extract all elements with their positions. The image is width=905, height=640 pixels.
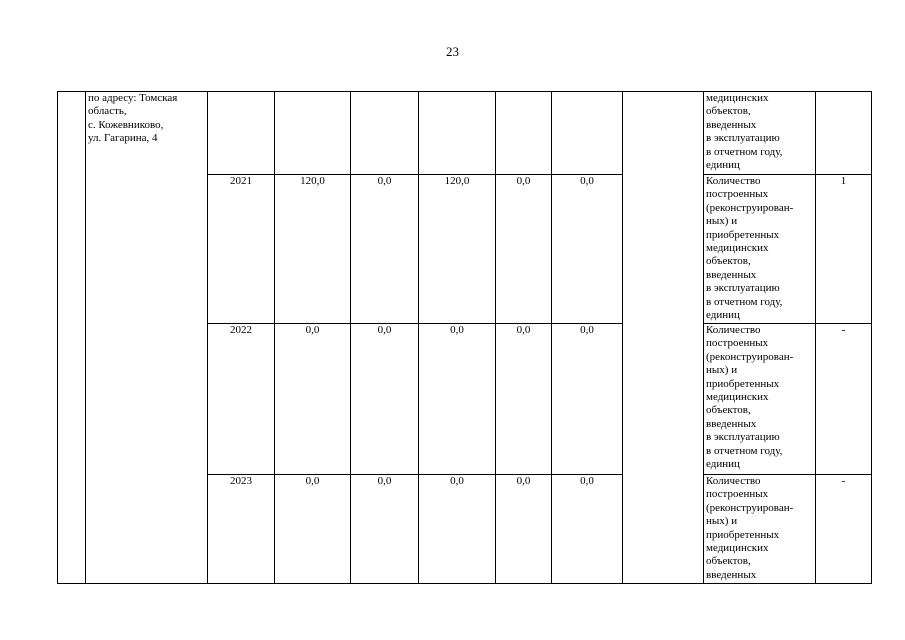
local-cell: 0,0 — [496, 324, 552, 475]
indicator-line: в отчетном году, — [706, 295, 783, 308]
indicator-line: ных) и — [706, 364, 738, 377]
indicator-line: медицинских — [706, 242, 769, 255]
indicator-line: Количество — [706, 324, 761, 336]
indicator-line: (реконструирован- — [706, 501, 794, 514]
local-cell — [496, 92, 552, 175]
regional-cell: 120,0 — [419, 175, 496, 324]
other-cell — [552, 92, 623, 175]
local-cell: 0,0 — [496, 475, 552, 584]
indicator-line: приобретенных — [706, 377, 780, 390]
federal-cell — [351, 92, 419, 175]
number-cell — [58, 92, 86, 584]
indicator-line: в отчетном году, — [706, 444, 783, 457]
indicator-value-cell — [816, 92, 872, 175]
regional-cell: 0,0 — [419, 324, 496, 475]
indicator-line: введенных — [706, 118, 757, 131]
indicator-cell — [704, 324, 816, 475]
indicator-line: Количество — [706, 175, 761, 187]
blank-merged-cell — [623, 92, 704, 584]
total-cell: 0,0 — [275, 475, 351, 584]
indicator-value-cell: - — [816, 324, 872, 475]
indicator-cell — [704, 175, 816, 324]
other-cell: 0,0 — [552, 475, 623, 584]
address-line: по адресу: Томская — [88, 92, 178, 104]
indicator-line: построенных — [706, 337, 769, 350]
indicator-line: в отчетном году, — [706, 145, 783, 158]
indicator-line: объектов, — [706, 404, 751, 417]
total-cell: 120,0 — [275, 175, 351, 324]
program-table — [57, 91, 872, 584]
indicator-line: в эксплуатацию — [706, 431, 780, 444]
federal-cell: 0,0 — [351, 475, 419, 584]
year-cell: 2022 — [208, 324, 275, 475]
federal-cell: 0,0 — [351, 324, 419, 475]
indicator-line: объектов, — [706, 255, 751, 268]
indicator-line: построенных — [706, 488, 769, 501]
regional-cell — [419, 92, 496, 175]
other-cell: 0,0 — [552, 324, 623, 475]
regional-cell: 0,0 — [419, 475, 496, 584]
year-cell — [208, 92, 275, 175]
indicator-line: медицинских — [706, 391, 769, 404]
indicator-value-cell: 1 — [816, 175, 872, 324]
year-cell: 2023 — [208, 475, 275, 584]
total-cell: 0,0 — [275, 324, 351, 475]
local-cell: 0,0 — [496, 175, 552, 324]
other-cell: 0,0 — [552, 175, 623, 324]
indicator-line: введенных — [706, 417, 757, 430]
indicator-value-cell: - — [816, 475, 872, 584]
address-line: ул. Гагарина, 4 — [88, 132, 158, 145]
indicator-line: единиц — [706, 309, 740, 322]
total-cell — [275, 92, 351, 175]
indicator-line: в эксплуатацию — [706, 282, 780, 295]
federal-cell: 0,0 — [351, 175, 419, 324]
indicator-line: ных) и — [706, 515, 738, 528]
page-number: 23 — [446, 44, 459, 59]
indicator-line: медицинских — [706, 92, 769, 104]
indicator-line: приобретенных — [706, 228, 780, 241]
indicator-line: ных) и — [706, 215, 738, 228]
indicator-line: введенных — [706, 268, 757, 281]
indicator-line: единиц — [706, 159, 740, 172]
indicator-line: в эксплуатацию — [706, 132, 780, 145]
indicator-line: приобретенных — [706, 528, 780, 541]
indicator-line: Количество — [706, 475, 761, 487]
indicator-line: единиц — [706, 458, 740, 471]
indicator-line: введенных — [706, 568, 757, 581]
address-line: область, — [88, 105, 127, 118]
indicator-line: объектов, — [706, 105, 751, 118]
address-line: с. Кожевниково, — [88, 118, 164, 131]
indicator-cell — [704, 475, 816, 584]
indicator-line: построенных — [706, 188, 769, 201]
year-cell: 2021 — [208, 175, 275, 324]
indicator-cell — [704, 92, 816, 175]
indicator-line: (реконструирован- — [706, 350, 794, 363]
table-row — [58, 92, 872, 175]
indicator-line: медицинских — [706, 542, 769, 555]
address-cell — [86, 92, 208, 584]
indicator-line: (реконструирован- — [706, 201, 794, 214]
indicator-line: объектов, — [706, 555, 751, 568]
